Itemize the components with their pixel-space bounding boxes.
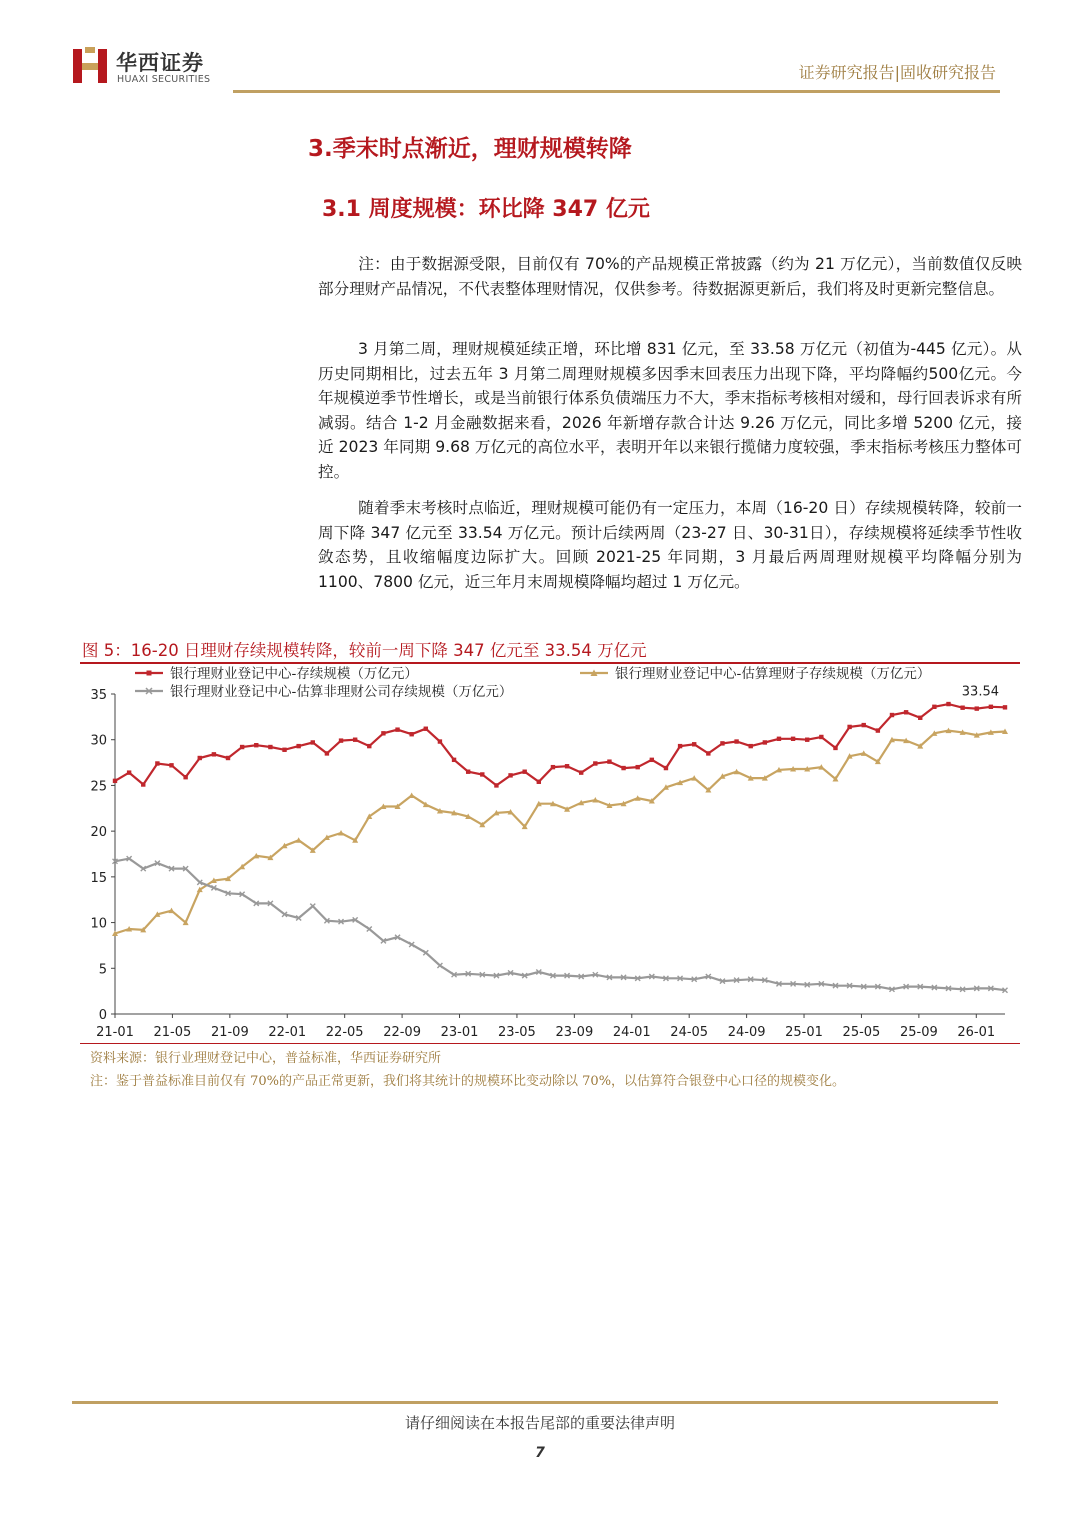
data-point — [212, 752, 216, 756]
legend-marker — [147, 671, 152, 676]
data-point — [169, 763, 173, 767]
paragraph-weekly-growth-text: 3 月第二周，理财规模延续正增，环比增 831 亿元，至 33.58 万亿元（初值为-445 亿元）。从历史同期相比，过去五年 3 月第二周理财规模多因季末回表压力出现下降，平均降幅约500亿元。今年规模逆季节性增长，或是当前银行体系负债端压力不大，季末指标考核相对缓和，母行回表诉求有所减弱。结合 1-2 月金融数据来看，2026 年新增存款合计达 9.26 万亿元，同比多增 5200 亿元，接近 2023 年同期 9.68 万亿元的高位水平，表明开年以来银行揽储力度较强，季末指标考核压力整体可控。 — [318, 340, 1022, 481]
legend-label-0: 银行理财业登记中心-存续规模（万亿元） — [170, 666, 418, 682]
data-point — [310, 904, 315, 909]
data-point — [367, 744, 371, 748]
data-point — [494, 783, 498, 787]
x-tick-label: 22-05 — [325, 1025, 364, 1040]
brand-name-en: HUAXI SECURITIES — [117, 74, 211, 85]
data-point — [522, 770, 526, 774]
paragraph-quarter-end — [318, 496, 1022, 594]
series-line-0 — [115, 704, 1005, 785]
data-point — [918, 716, 922, 720]
data-point — [1003, 705, 1007, 709]
x-tick-label: 25-09 — [899, 1025, 938, 1040]
data-point — [409, 792, 415, 798]
y-tick-label: 30 — [90, 733, 107, 749]
data-point — [296, 744, 300, 748]
paragraph-quarter-end-text: 随着季末考核时点临近，理财规模可能仍有一定压力，本周（16-20 日）存续规模转降，较前一周下降 347 亿元至 33.54 万亿元。预计后续两周（23-27 日、30-31日），存续规模将延续季节性收敛态势，且收缩幅度边际扩大。回顾 2021-25 年同期，3 月最后两周理财规模平均降幅分别为 1100、7800 亿元，近三年月末周规模降幅均超过 1 万亿元。 — [318, 499, 1022, 591]
x-tick-label: 24-01 — [612, 1025, 651, 1040]
figure-bottom-rule — [80, 1043, 1020, 1044]
series-line-1 — [115, 731, 1005, 934]
data-point — [395, 727, 399, 731]
data-point — [960, 706, 964, 710]
data-point — [975, 706, 979, 710]
footer-disclaimer: 请仔细阅读在本报告尾部的重要法律声明 — [404, 1414, 675, 1432]
scale-line-chart — [80, 664, 1020, 1042]
figure-title: 图 5：16-20 日理财存续规模转降，较前一周下降 347 亿元至 33.54 万亿元 — [82, 641, 647, 660]
x-tick-label: 22-09 — [383, 1025, 421, 1040]
data-point — [113, 779, 117, 783]
paragraph-note-text: 注：由于数据源受限，目前仅有 70%的产品规模正常披露（约为 21 万亿元），当前数值仅反映部分理财产品情况，不代表整体理财情况，仅供参考。待数据源更新后，我们将及时更新完整信息。 — [318, 255, 1022, 298]
figure-note: 注：鉴于普益标准目前仅有 70%的产品正常更新，我们将其统计的规模环比变动除以 70%，以估算符合银登中心口径的规模变化。 — [90, 1074, 846, 1089]
y-tick-label: 5 — [98, 962, 107, 978]
x-tick-label: 23-05 — [498, 1025, 536, 1040]
data-point — [862, 723, 866, 727]
x-tick-label: 25-01 — [785, 1025, 823, 1040]
data-point — [508, 773, 512, 777]
legend-label-1: 银行理财业登记中心-估算理财子存续规模（万亿元） — [615, 666, 931, 682]
section-title: 3.季末时点渐近，理财规模转降 — [308, 136, 632, 162]
data-point — [424, 727, 428, 731]
data-point — [607, 759, 611, 763]
data-point — [805, 738, 809, 742]
y-tick-label: 0 — [98, 1008, 107, 1023]
data-point — [141, 782, 145, 786]
data-point — [791, 737, 795, 741]
data-point — [565, 764, 569, 768]
data-point — [734, 739, 738, 743]
data-point — [621, 766, 625, 770]
data-point — [155, 761, 159, 765]
data-point — [579, 770, 583, 774]
footer-divider — [72, 1401, 998, 1404]
header-divider — [233, 90, 1000, 93]
x-tick-label: 22-01 — [268, 1025, 307, 1040]
data-point — [438, 739, 442, 743]
data-point — [749, 744, 753, 748]
data-point — [692, 742, 696, 746]
data-point — [226, 756, 230, 760]
x-tick-label: 23-09 — [555, 1025, 594, 1040]
data-point — [904, 710, 908, 714]
data-point — [833, 746, 837, 750]
data-point — [381, 731, 385, 735]
data-point — [989, 705, 993, 709]
report-type-label: 证券研究报告|固收研究报告 — [798, 63, 996, 82]
data-point — [932, 705, 936, 709]
data-point — [311, 740, 315, 744]
x-tick-label: 21-09 — [210, 1025, 249, 1040]
data-point — [325, 751, 329, 755]
data-point — [650, 758, 654, 762]
data-point — [720, 741, 724, 745]
data-point — [282, 748, 286, 752]
paragraph-weekly-growth — [318, 337, 1022, 484]
data-point — [452, 758, 456, 762]
y-tick-label: 25 — [90, 779, 107, 795]
x-tick-label: 21-05 — [153, 1025, 192, 1040]
y-tick-label: 15 — [90, 870, 107, 886]
data-point — [353, 738, 357, 742]
x-tick-label: 23-01 — [440, 1025, 479, 1040]
x-tick-label: 24-05 — [670, 1025, 709, 1040]
data-point — [466, 770, 470, 774]
data-point — [777, 737, 781, 741]
x-tick-label: 25-05 — [842, 1025, 881, 1040]
data-point — [678, 744, 682, 748]
data-point — [876, 728, 880, 732]
subsection-title: 3.1 周度规模：环比降 347 亿元 — [322, 197, 650, 222]
series-line-2 — [115, 859, 1005, 991]
paragraph-note — [318, 252, 1022, 301]
data-point — [819, 735, 823, 739]
data-point — [537, 780, 541, 784]
data-point — [946, 702, 950, 706]
data-point — [339, 738, 343, 742]
data-point — [664, 766, 668, 770]
y-tick-label: 20 — [90, 825, 107, 841]
data-point — [593, 761, 597, 765]
x-tick-label: 24-09 — [727, 1025, 766, 1040]
huaxi-logo-icon — [73, 47, 107, 85]
figure-source: 资料来源：银行业理财登记中心，普益标准，华西证券研究所 — [90, 1051, 442, 1066]
data-point — [635, 765, 639, 769]
data-point — [706, 751, 710, 755]
data-point — [551, 765, 555, 769]
x-tick-label: 26-01 — [957, 1025, 996, 1040]
data-point — [890, 713, 894, 717]
data-point — [240, 745, 244, 749]
x-tick-label: 21-01 — [96, 1025, 134, 1040]
legend-label-2: 银行理财业登记中心-估算非理财公司存续规模（万亿元） — [170, 684, 513, 700]
page-number: 7 — [535, 1445, 545, 1461]
brand-name-cn: 华西证券 — [116, 51, 204, 75]
data-point — [409, 732, 413, 736]
y-tick-label: 35 — [90, 688, 107, 703]
data-point — [763, 740, 767, 744]
data-point — [480, 772, 484, 776]
data-point — [254, 743, 258, 747]
y-tick-label: 10 — [90, 916, 107, 932]
data-point — [268, 745, 272, 749]
data-point — [847, 725, 851, 729]
data-point — [183, 775, 187, 779]
data-point — [127, 770, 131, 774]
data-point — [198, 756, 202, 760]
last-value-label: 33.54 — [961, 684, 999, 700]
